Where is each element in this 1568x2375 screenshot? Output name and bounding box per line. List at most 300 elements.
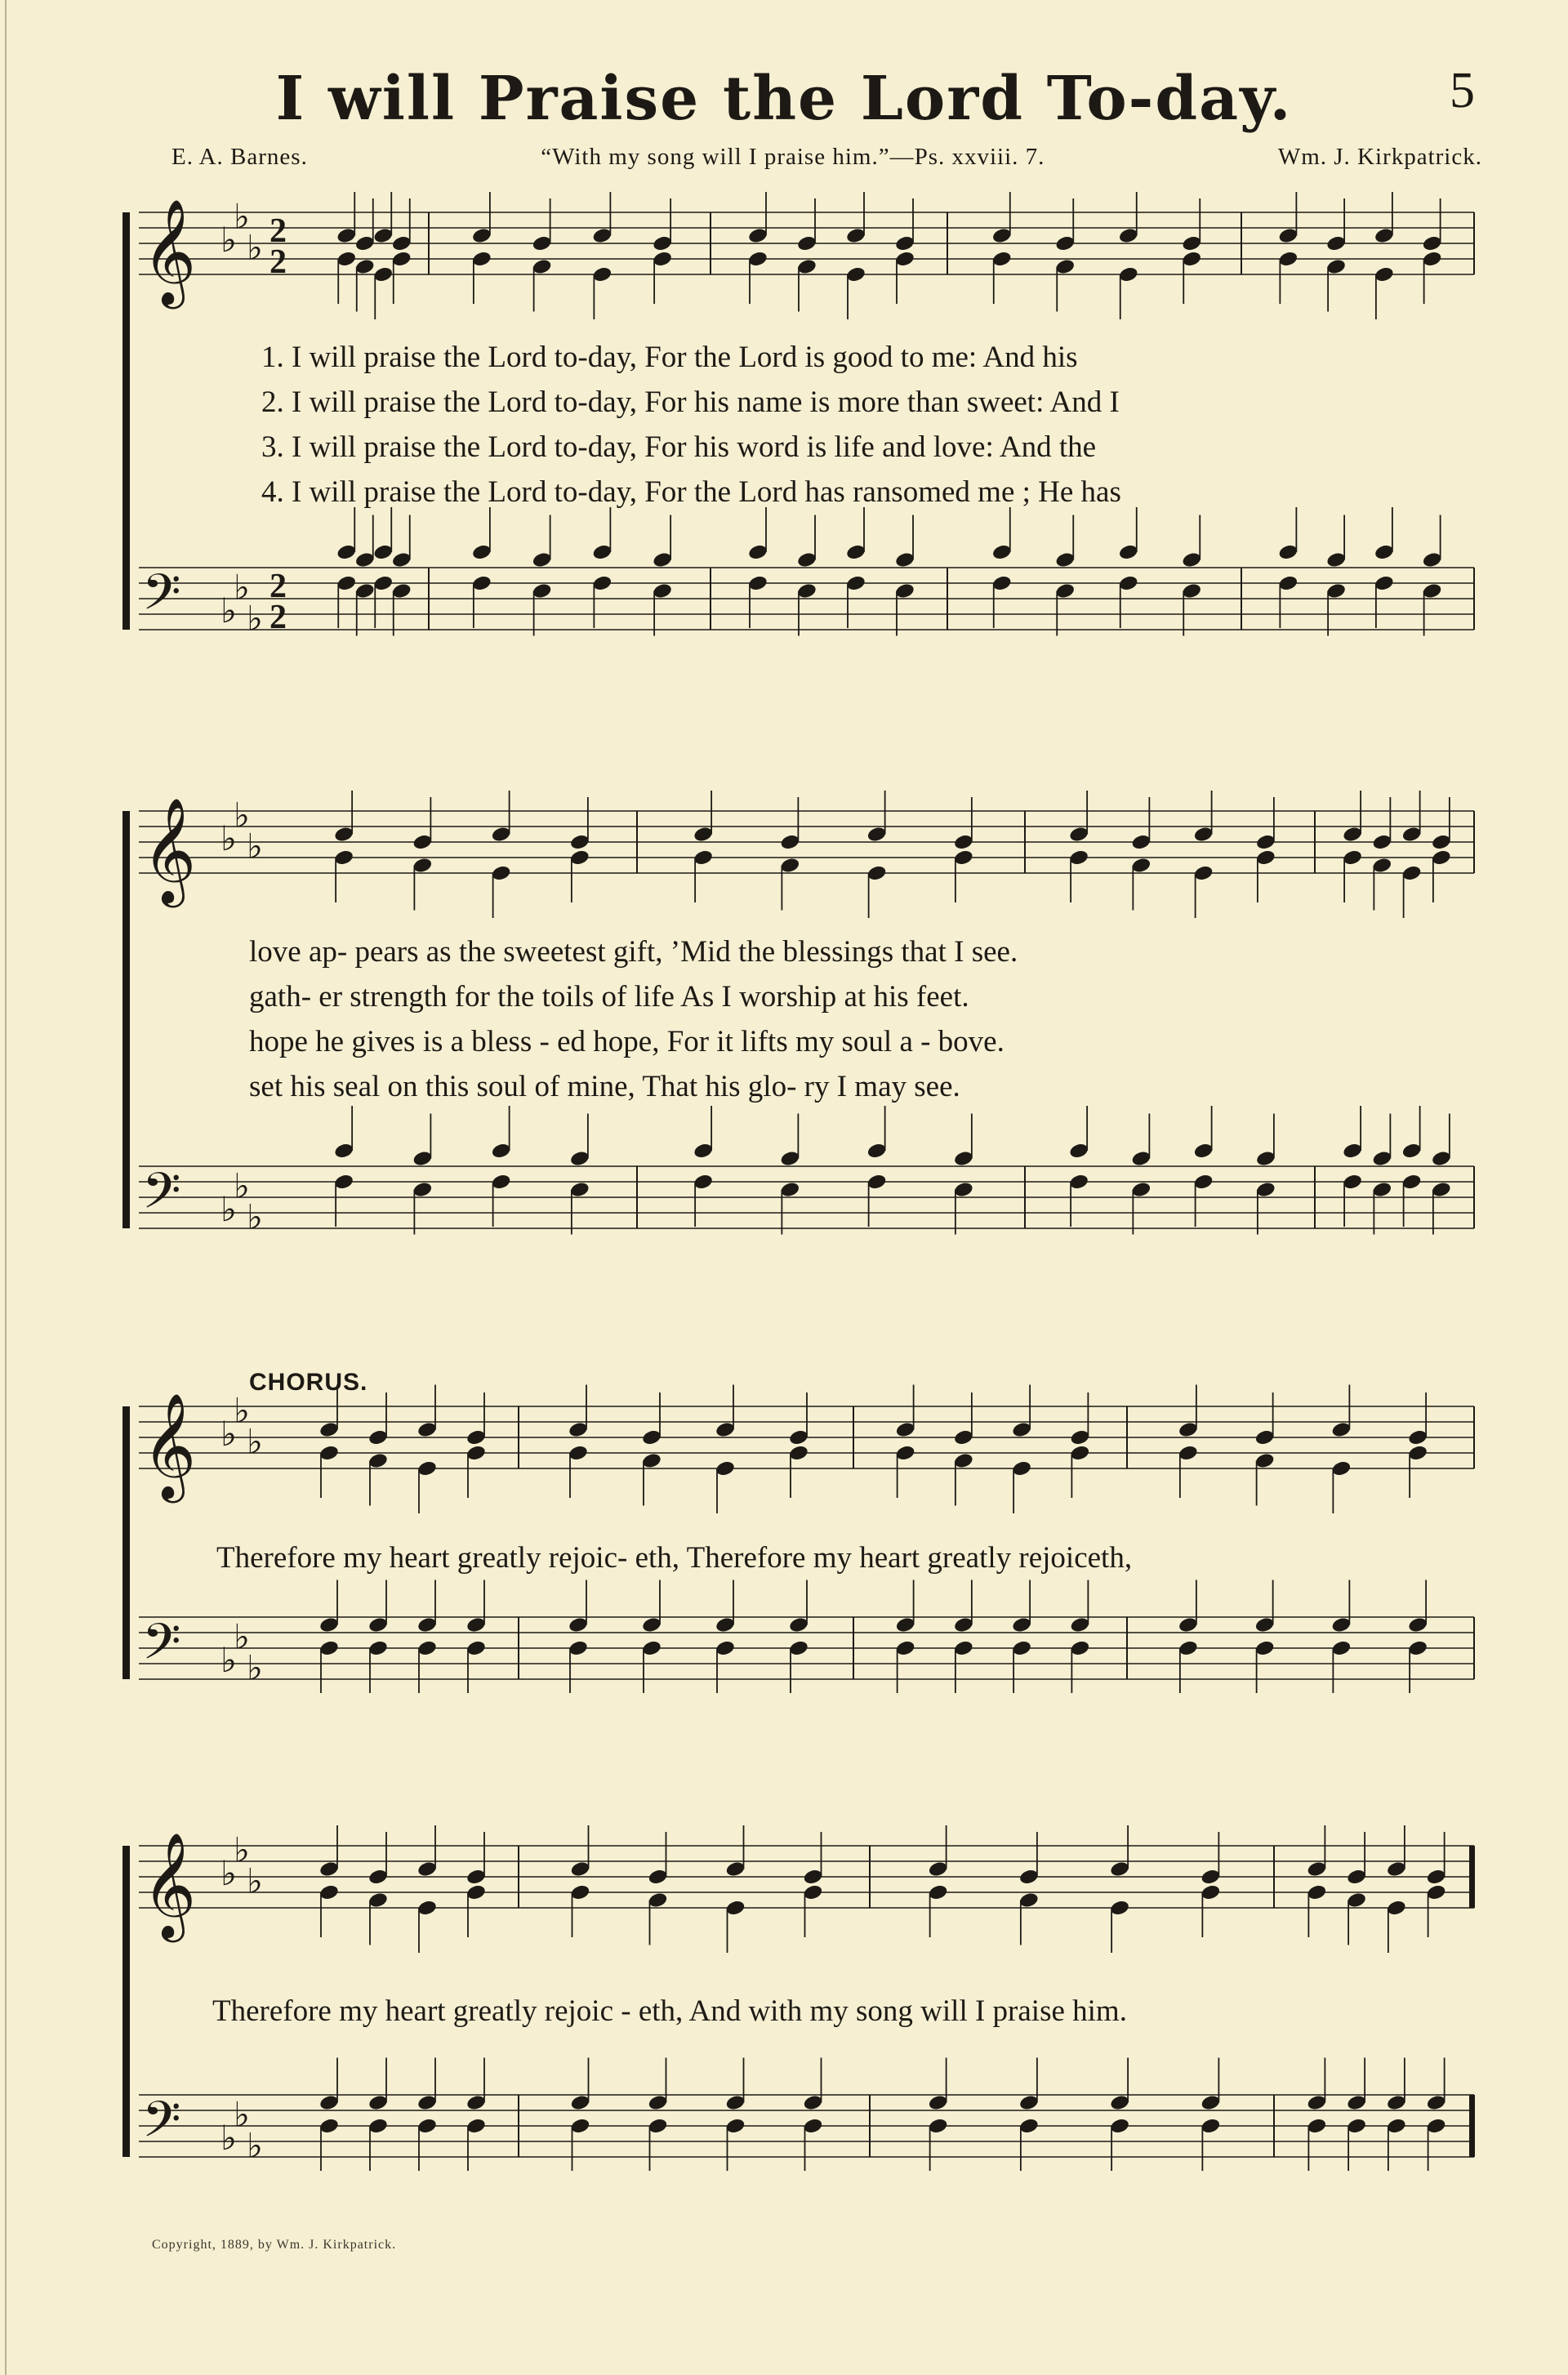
notehead bbox=[1277, 574, 1298, 592]
notehead bbox=[1054, 582, 1076, 600]
notehead bbox=[1130, 1150, 1152, 1168]
notehead bbox=[803, 1868, 824, 1886]
notehead bbox=[333, 826, 354, 844]
notehead bbox=[1306, 1860, 1327, 1878]
notehead bbox=[1374, 265, 1395, 283]
notehead bbox=[591, 227, 612, 245]
notehead bbox=[416, 1616, 438, 1634]
notehead bbox=[894, 234, 915, 252]
notehead bbox=[372, 265, 394, 283]
music-system-4 bbox=[122, 1825, 1478, 2201]
notehead bbox=[1054, 258, 1076, 276]
copyright-notice: Copyright, 1889, by Wm. J. Kirkpatrick. bbox=[152, 2238, 397, 2252]
notehead bbox=[866, 1173, 888, 1191]
notehead bbox=[1118, 227, 1139, 245]
notehead bbox=[715, 1639, 736, 1657]
notehead bbox=[1277, 227, 1298, 245]
chorus-lyrics bbox=[216, 1535, 1132, 1580]
treble-clef-icon: 𝄞 bbox=[142, 1832, 197, 1938]
lyric-line-verse-2: 2. I will praise the Lord to-day, For his name is more than sweet: And I bbox=[261, 385, 1120, 419]
notehead bbox=[1306, 1883, 1327, 1901]
author-credit: E. A. Barnes. bbox=[172, 144, 308, 170]
notehead bbox=[1130, 833, 1152, 851]
notehead bbox=[391, 250, 412, 268]
notehead bbox=[1109, 1860, 1130, 1878]
notehead bbox=[1011, 1639, 1032, 1657]
notehead bbox=[641, 1639, 662, 1657]
notehead bbox=[788, 1444, 809, 1462]
system-bracket bbox=[122, 212, 130, 630]
notehead bbox=[1130, 857, 1152, 875]
notehead bbox=[412, 833, 433, 851]
time-signature-digit: 2 bbox=[270, 568, 287, 605]
notehead bbox=[1431, 1150, 1452, 1168]
notehead bbox=[991, 227, 1013, 245]
notehead bbox=[368, 2117, 389, 2135]
notehead bbox=[1254, 1452, 1276, 1470]
notehead bbox=[788, 1616, 809, 1634]
notehead bbox=[953, 849, 974, 867]
notehead bbox=[1200, 1868, 1221, 1886]
notehead bbox=[368, 1616, 389, 1634]
notehead bbox=[333, 1173, 354, 1191]
notehead bbox=[1401, 1142, 1423, 1160]
notehead bbox=[1069, 1616, 1090, 1634]
notehead bbox=[391, 234, 412, 252]
notehead bbox=[1431, 849, 1452, 867]
notehead bbox=[466, 1616, 487, 1634]
flat-sign-icon: ♭ bbox=[234, 198, 250, 237]
notehead bbox=[336, 543, 357, 561]
flat-sign-icon: ♭ bbox=[234, 797, 250, 835]
notehead bbox=[953, 1616, 974, 1634]
notehead bbox=[1118, 574, 1139, 592]
bass-clef-icon: 𝄢 bbox=[142, 1613, 181, 1683]
notehead bbox=[491, 1173, 512, 1191]
notehead bbox=[1330, 1639, 1352, 1657]
lyric-line-verse-4: set his seal on this soul of mine, That his glo- ry I may see. bbox=[249, 1070, 960, 1103]
notehead bbox=[466, 2117, 487, 2135]
notehead bbox=[725, 1899, 746, 1917]
bass-clef-icon: 𝄢 bbox=[142, 564, 181, 634]
notehead bbox=[895, 1639, 916, 1657]
notehead bbox=[318, 1860, 340, 1878]
scripture-epigraph: “With my song will I praise him.”—Ps. xxviii. 7. bbox=[541, 144, 1045, 170]
notehead bbox=[471, 543, 492, 561]
flat-sign-icon: ♭ bbox=[234, 1168, 250, 1206]
notehead bbox=[1200, 2094, 1221, 2112]
notehead bbox=[648, 1892, 669, 1909]
final-barline bbox=[1469, 2095, 1474, 2157]
notehead bbox=[1374, 574, 1395, 592]
notehead bbox=[693, 826, 714, 844]
notehead bbox=[648, 2094, 669, 2112]
notehead bbox=[318, 1639, 340, 1657]
notehead bbox=[1069, 1428, 1090, 1446]
notehead bbox=[336, 250, 357, 268]
notehead bbox=[928, 1860, 949, 1878]
notehead bbox=[1069, 1639, 1090, 1657]
lyric-line-verse-2: gath- er strength for the toils of life As I worship at his feet. bbox=[249, 980, 969, 1014]
notehead bbox=[788, 1639, 809, 1657]
flat-sign-icon: ♭ bbox=[247, 1424, 263, 1462]
notehead bbox=[471, 574, 492, 592]
notehead bbox=[1386, 1860, 1407, 1878]
notehead bbox=[416, 2117, 438, 2135]
composer-credit: Wm. J. Kirkpatrick. bbox=[1277, 144, 1482, 170]
notehead bbox=[779, 1150, 800, 1168]
notehead bbox=[416, 1860, 438, 1878]
notehead bbox=[779, 857, 800, 875]
notehead bbox=[648, 2117, 669, 2135]
notehead bbox=[368, 2094, 389, 2112]
notehead bbox=[1255, 849, 1276, 867]
bass-clef-icon: 𝄢 bbox=[142, 1162, 181, 1232]
notehead bbox=[1068, 849, 1089, 867]
notehead bbox=[532, 551, 553, 569]
notehead bbox=[368, 1868, 389, 1886]
notehead bbox=[569, 833, 590, 851]
notehead bbox=[1426, 1883, 1447, 1901]
flat-sign-icon: ♭ bbox=[234, 1392, 250, 1431]
notehead bbox=[1342, 1173, 1363, 1191]
notehead bbox=[725, 2094, 746, 2112]
final-barline bbox=[1469, 1846, 1474, 1908]
flat-sign-icon: ♭ bbox=[220, 222, 237, 260]
notehead bbox=[1407, 1428, 1428, 1446]
flat-sign-icon: ♭ bbox=[220, 2120, 237, 2158]
notehead bbox=[318, 1616, 340, 1634]
notehead bbox=[333, 849, 354, 867]
notehead bbox=[725, 1860, 746, 1878]
lyric-line-verse-1: love ap- pears as the sweetest gift, ’Mid the blessings that I see. bbox=[249, 935, 1018, 969]
notehead bbox=[1330, 1616, 1352, 1634]
notehead bbox=[1254, 1616, 1276, 1634]
notehead bbox=[570, 2094, 591, 2112]
notehead bbox=[1068, 1142, 1089, 1160]
notehead bbox=[1178, 1421, 1199, 1439]
notehead bbox=[569, 1150, 590, 1168]
notehead bbox=[1118, 543, 1139, 561]
flat-sign-icon: ♭ bbox=[247, 828, 263, 867]
notehead bbox=[1374, 227, 1395, 245]
verse-lyrics bbox=[249, 929, 1018, 1109]
notehead bbox=[953, 1639, 974, 1657]
notehead bbox=[372, 574, 394, 592]
notehead bbox=[1386, 2117, 1407, 2135]
notehead bbox=[928, 1883, 949, 1901]
notehead bbox=[1193, 826, 1214, 844]
notehead bbox=[368, 1452, 389, 1470]
notehead bbox=[372, 227, 394, 245]
notehead bbox=[1109, 1899, 1130, 1917]
notehead bbox=[1330, 1421, 1352, 1439]
notehead bbox=[747, 227, 768, 245]
notehead bbox=[1277, 250, 1298, 268]
notehead bbox=[532, 234, 553, 252]
notehead bbox=[354, 258, 376, 276]
flat-sign-icon: ♭ bbox=[220, 821, 237, 858]
flat-sign-icon: ♭ bbox=[234, 2097, 250, 2135]
flat-sign-icon: ♭ bbox=[220, 1192, 237, 1229]
notehead bbox=[336, 227, 357, 245]
notehead bbox=[568, 1421, 589, 1439]
notehead bbox=[1386, 1899, 1407, 1917]
notehead bbox=[1068, 1173, 1089, 1191]
notehead bbox=[1374, 543, 1395, 561]
flat-sign-icon: ♭ bbox=[220, 593, 237, 631]
notehead bbox=[416, 1639, 438, 1657]
verse-lyrics bbox=[261, 335, 1121, 515]
notehead bbox=[845, 265, 866, 283]
notehead bbox=[652, 250, 673, 268]
flat-sign-icon: ♭ bbox=[220, 1416, 237, 1454]
time-signature-digit: 2 bbox=[270, 243, 287, 281]
credits-line bbox=[172, 144, 1482, 171]
hymn-title: I will Praise the Lord To-day. bbox=[275, 64, 1293, 134]
notehead bbox=[1325, 582, 1347, 600]
notehead bbox=[1346, 1868, 1367, 1886]
notehead bbox=[803, 2117, 824, 2135]
notehead bbox=[466, 1868, 487, 1886]
notehead bbox=[845, 574, 866, 592]
notehead bbox=[1018, 2094, 1040, 2112]
notehead bbox=[1011, 1616, 1032, 1634]
notehead bbox=[568, 1616, 589, 1634]
notehead bbox=[1178, 1639, 1199, 1657]
notehead bbox=[1371, 857, 1392, 875]
notehead bbox=[1426, 2117, 1447, 2135]
notehead bbox=[466, 1883, 487, 1901]
notehead bbox=[779, 1181, 800, 1199]
notehead bbox=[1407, 1444, 1428, 1462]
notehead bbox=[1330, 1459, 1352, 1477]
notehead bbox=[1181, 250, 1202, 268]
notehead bbox=[1254, 1639, 1276, 1657]
notehead bbox=[1426, 1868, 1447, 1886]
notehead bbox=[412, 1181, 433, 1199]
notehead bbox=[928, 2094, 949, 2112]
notehead bbox=[866, 826, 888, 844]
notehead bbox=[991, 250, 1013, 268]
lyric-line-verse-4: 4. I will praise the Lord to-day, For the Lord has ransomed me ; He has bbox=[261, 475, 1121, 509]
notehead bbox=[788, 1428, 809, 1446]
notehead bbox=[1018, 1868, 1040, 1886]
notehead bbox=[471, 227, 492, 245]
notehead bbox=[591, 265, 612, 283]
notehead bbox=[466, 1428, 487, 1446]
notehead bbox=[1342, 826, 1363, 844]
flat-sign-icon: ♭ bbox=[247, 2128, 263, 2166]
notehead bbox=[894, 582, 915, 600]
notehead bbox=[1422, 234, 1443, 252]
notehead bbox=[416, 1459, 438, 1477]
lyric-line-chorus: Therefore my heart greatly rejoic - eth, And with my song will I praise him. bbox=[212, 1994, 1127, 2028]
notehead bbox=[652, 551, 673, 569]
notehead bbox=[569, 849, 590, 867]
notehead bbox=[894, 250, 915, 268]
notehead bbox=[693, 1173, 714, 1191]
notehead bbox=[1255, 833, 1276, 851]
notehead bbox=[747, 543, 768, 561]
notehead bbox=[1342, 1142, 1363, 1160]
notehead bbox=[725, 2117, 746, 2135]
notehead bbox=[336, 574, 357, 592]
notehead bbox=[466, 1639, 487, 1657]
notehead bbox=[1306, 2117, 1327, 2135]
notehead bbox=[466, 1444, 487, 1462]
notehead bbox=[568, 1639, 589, 1657]
notehead bbox=[796, 551, 817, 569]
notehead bbox=[796, 582, 817, 600]
notehead bbox=[1346, 2094, 1367, 2112]
system-bracket bbox=[122, 1406, 130, 1679]
notehead bbox=[318, 1883, 340, 1901]
notehead bbox=[569, 1181, 590, 1199]
notehead bbox=[532, 582, 553, 600]
notehead bbox=[416, 2094, 438, 2112]
notehead bbox=[1181, 234, 1202, 252]
notehead bbox=[1255, 1150, 1276, 1168]
notehead bbox=[466, 2094, 487, 2112]
notehead bbox=[1407, 1639, 1428, 1657]
notehead bbox=[416, 1899, 438, 1917]
notehead bbox=[1422, 582, 1443, 600]
notehead bbox=[953, 1452, 974, 1470]
notehead bbox=[491, 864, 512, 882]
notehead bbox=[416, 1421, 438, 1439]
notehead bbox=[1018, 2117, 1040, 2135]
page-number: 5 bbox=[1450, 63, 1475, 118]
system-bracket bbox=[122, 811, 130, 1228]
notehead bbox=[368, 1892, 389, 1909]
notehead bbox=[894, 551, 915, 569]
music-system-2 bbox=[122, 791, 1478, 1260]
notehead bbox=[1200, 2117, 1221, 2135]
notehead bbox=[570, 1883, 591, 1901]
notehead bbox=[1118, 265, 1139, 283]
notehead bbox=[991, 574, 1013, 592]
flat-sign-icon: ♭ bbox=[220, 1642, 237, 1680]
chorus-lyrics bbox=[212, 1989, 1127, 2034]
notehead bbox=[796, 258, 817, 276]
flat-sign-icon: ♭ bbox=[234, 1619, 250, 1657]
notehead bbox=[866, 864, 888, 882]
notehead bbox=[1178, 1444, 1199, 1462]
notehead bbox=[866, 1142, 888, 1160]
notehead bbox=[641, 1452, 662, 1470]
flat-sign-icon: ♭ bbox=[247, 1863, 263, 1901]
treble-clef-icon: 𝄞 bbox=[142, 1392, 197, 1499]
notehead bbox=[845, 543, 866, 561]
notehead bbox=[991, 543, 1013, 561]
flat-sign-icon: ♭ bbox=[247, 600, 263, 639]
notehead bbox=[1371, 1181, 1392, 1199]
notehead bbox=[1342, 849, 1363, 867]
flat-sign-icon: ♭ bbox=[247, 229, 263, 268]
notehead bbox=[368, 1639, 389, 1657]
notehead bbox=[1401, 864, 1423, 882]
flat-sign-icon: ♭ bbox=[234, 1832, 250, 1870]
notehead bbox=[796, 234, 817, 252]
notehead bbox=[953, 1428, 974, 1446]
notehead bbox=[354, 234, 376, 252]
notehead bbox=[803, 1883, 824, 1901]
notehead bbox=[1130, 1181, 1152, 1199]
notehead bbox=[570, 2117, 591, 2135]
lyric-line-verse-1: 1. I will praise the Lord to-day, For the Lord is good to me: And his bbox=[261, 341, 1078, 374]
notehead bbox=[368, 1428, 389, 1446]
notehead bbox=[1401, 826, 1423, 844]
notehead bbox=[1325, 551, 1347, 569]
notehead bbox=[391, 582, 412, 600]
notehead bbox=[354, 582, 376, 600]
time-signature-digit: 2 bbox=[270, 599, 287, 636]
notehead bbox=[803, 2094, 824, 2112]
notehead bbox=[715, 1459, 736, 1477]
notehead bbox=[1386, 2094, 1407, 2112]
notehead bbox=[391, 551, 412, 569]
notehead bbox=[895, 1444, 916, 1462]
notehead bbox=[333, 1142, 354, 1160]
notehead bbox=[693, 849, 714, 867]
system-bracket bbox=[122, 1846, 130, 2157]
notehead bbox=[471, 250, 492, 268]
notehead bbox=[1431, 1181, 1452, 1199]
notehead bbox=[1069, 1444, 1090, 1462]
bass-clef-icon: 𝄢 bbox=[142, 2091, 181, 2161]
notehead bbox=[1325, 234, 1347, 252]
notehead bbox=[1431, 833, 1452, 851]
notehead bbox=[318, 1421, 340, 1439]
notehead bbox=[1346, 2117, 1367, 2135]
notehead bbox=[1011, 1421, 1032, 1439]
notehead bbox=[1200, 1883, 1221, 1901]
notehead bbox=[895, 1421, 916, 1439]
notehead bbox=[1181, 551, 1202, 569]
lyric-line-verse-3: hope he gives is a bless - ed hope, For it lifts my soul a - bove. bbox=[249, 1025, 1004, 1058]
notehead bbox=[953, 833, 974, 851]
notehead bbox=[372, 543, 394, 561]
notehead bbox=[568, 1444, 589, 1462]
notehead bbox=[1407, 1616, 1428, 1634]
notehead bbox=[953, 1150, 974, 1168]
lyric-line-verse-3: 3. I will praise the Lord to-day, For his word is life and love: And the bbox=[261, 430, 1097, 464]
notehead bbox=[1277, 543, 1298, 561]
notehead bbox=[318, 2094, 340, 2112]
notehead bbox=[1068, 826, 1089, 844]
notehead bbox=[1054, 234, 1076, 252]
notehead bbox=[491, 1142, 512, 1160]
notehead bbox=[1181, 582, 1202, 600]
notehead bbox=[1193, 1142, 1214, 1160]
notehead bbox=[1371, 833, 1392, 851]
page-edge-line bbox=[5, 0, 7, 2375]
notehead bbox=[1371, 1150, 1392, 1168]
notehead bbox=[1193, 864, 1214, 882]
music-system-3 bbox=[122, 1369, 1478, 1723]
notehead bbox=[354, 551, 376, 569]
notehead bbox=[491, 826, 512, 844]
notehead bbox=[652, 582, 673, 600]
notehead bbox=[1109, 2094, 1130, 2112]
notehead bbox=[641, 1616, 662, 1634]
notehead bbox=[1054, 551, 1076, 569]
notehead bbox=[591, 543, 612, 561]
notehead bbox=[779, 833, 800, 851]
notehead bbox=[1325, 258, 1347, 276]
notehead bbox=[412, 1150, 433, 1168]
